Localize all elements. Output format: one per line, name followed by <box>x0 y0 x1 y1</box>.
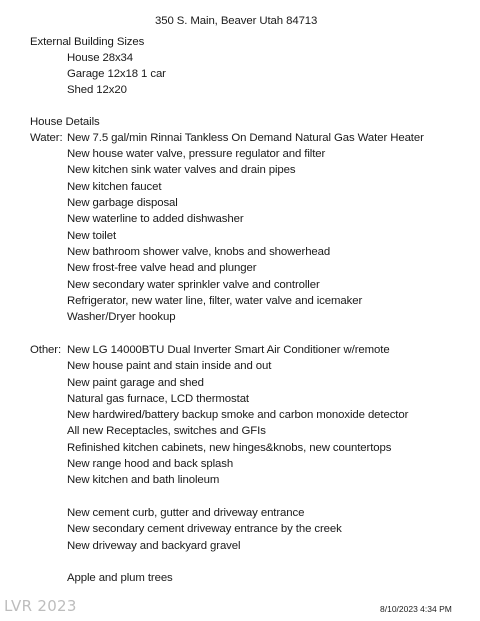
water-item: New toilet <box>67 230 117 242</box>
water-item: New waterline to added dishwasher <box>67 213 244 225</box>
other-item: All new Receptacles, switches and GFIs <box>67 425 266 437</box>
water-label: Water: <box>30 132 63 144</box>
other-item: New driveway and backyard gravel <box>67 540 241 552</box>
water-item: New house water valve, pressure regulator and filter <box>67 148 326 160</box>
timestamp: 8/10/2023 4:34 PM <box>380 604 452 614</box>
other-item: New cement curb, gutter and driveway entrance <box>67 507 305 519</box>
other-item: Natural gas furnace, LCD thermostat <box>67 393 249 405</box>
water-item: New secondary water sprinkler valve and controller <box>67 279 320 291</box>
water-item: Washer/Dryer hookup <box>67 311 176 323</box>
other-label: Other: <box>30 344 62 356</box>
water-item: New bathroom shower valve, knobs and showerhead <box>67 246 331 258</box>
other-item: Refinished kitchen cabinets, new hinges&knobs, new countertops <box>67 442 392 454</box>
house-details-heading: House Details <box>30 116 100 128</box>
other-item: Apple and plum trees <box>67 572 173 584</box>
water-item: Refrigerator, new water line, filter, water valve and icemaker <box>67 295 363 307</box>
size-item-garage: Garage 12x18 1 car <box>67 68 166 80</box>
other-item: New secondary cement driveway entrance by the creek <box>67 523 342 535</box>
size-item-house: House 28x34 <box>67 52 134 64</box>
property-address: 350 S. Main, Beaver Utah 84713 <box>155 15 318 27</box>
water-item: New kitchen faucet <box>67 181 162 193</box>
water-item: New garbage disposal <box>67 197 178 209</box>
other-item: New kitchen and bath linoleum <box>67 474 220 486</box>
water-item: New frost-free valve head and plunger <box>67 262 257 274</box>
water-item: New kitchen sink water valves and drain pipes <box>67 164 296 176</box>
water-item: New 7.5 gal/min Rinnai Tankless On Demand Natural Gas Water Heater <box>67 132 424 144</box>
other-item: New house paint and stain inside and out <box>67 360 272 372</box>
mls-watermark: LVR 2023 <box>4 597 77 615</box>
other-item: New hardwired/battery backup smoke and carbon monoxide detector <box>67 409 409 421</box>
size-item-shed: Shed 12x20 <box>67 84 127 96</box>
external-sizes-heading: External Building Sizes <box>30 36 145 48</box>
other-item: New paint garage and shed <box>67 377 204 389</box>
other-item: New range hood and back splash <box>67 458 234 470</box>
other-item: New LG 14000BTU Dual Inverter Smart Air Conditioner w/remote <box>67 344 390 356</box>
